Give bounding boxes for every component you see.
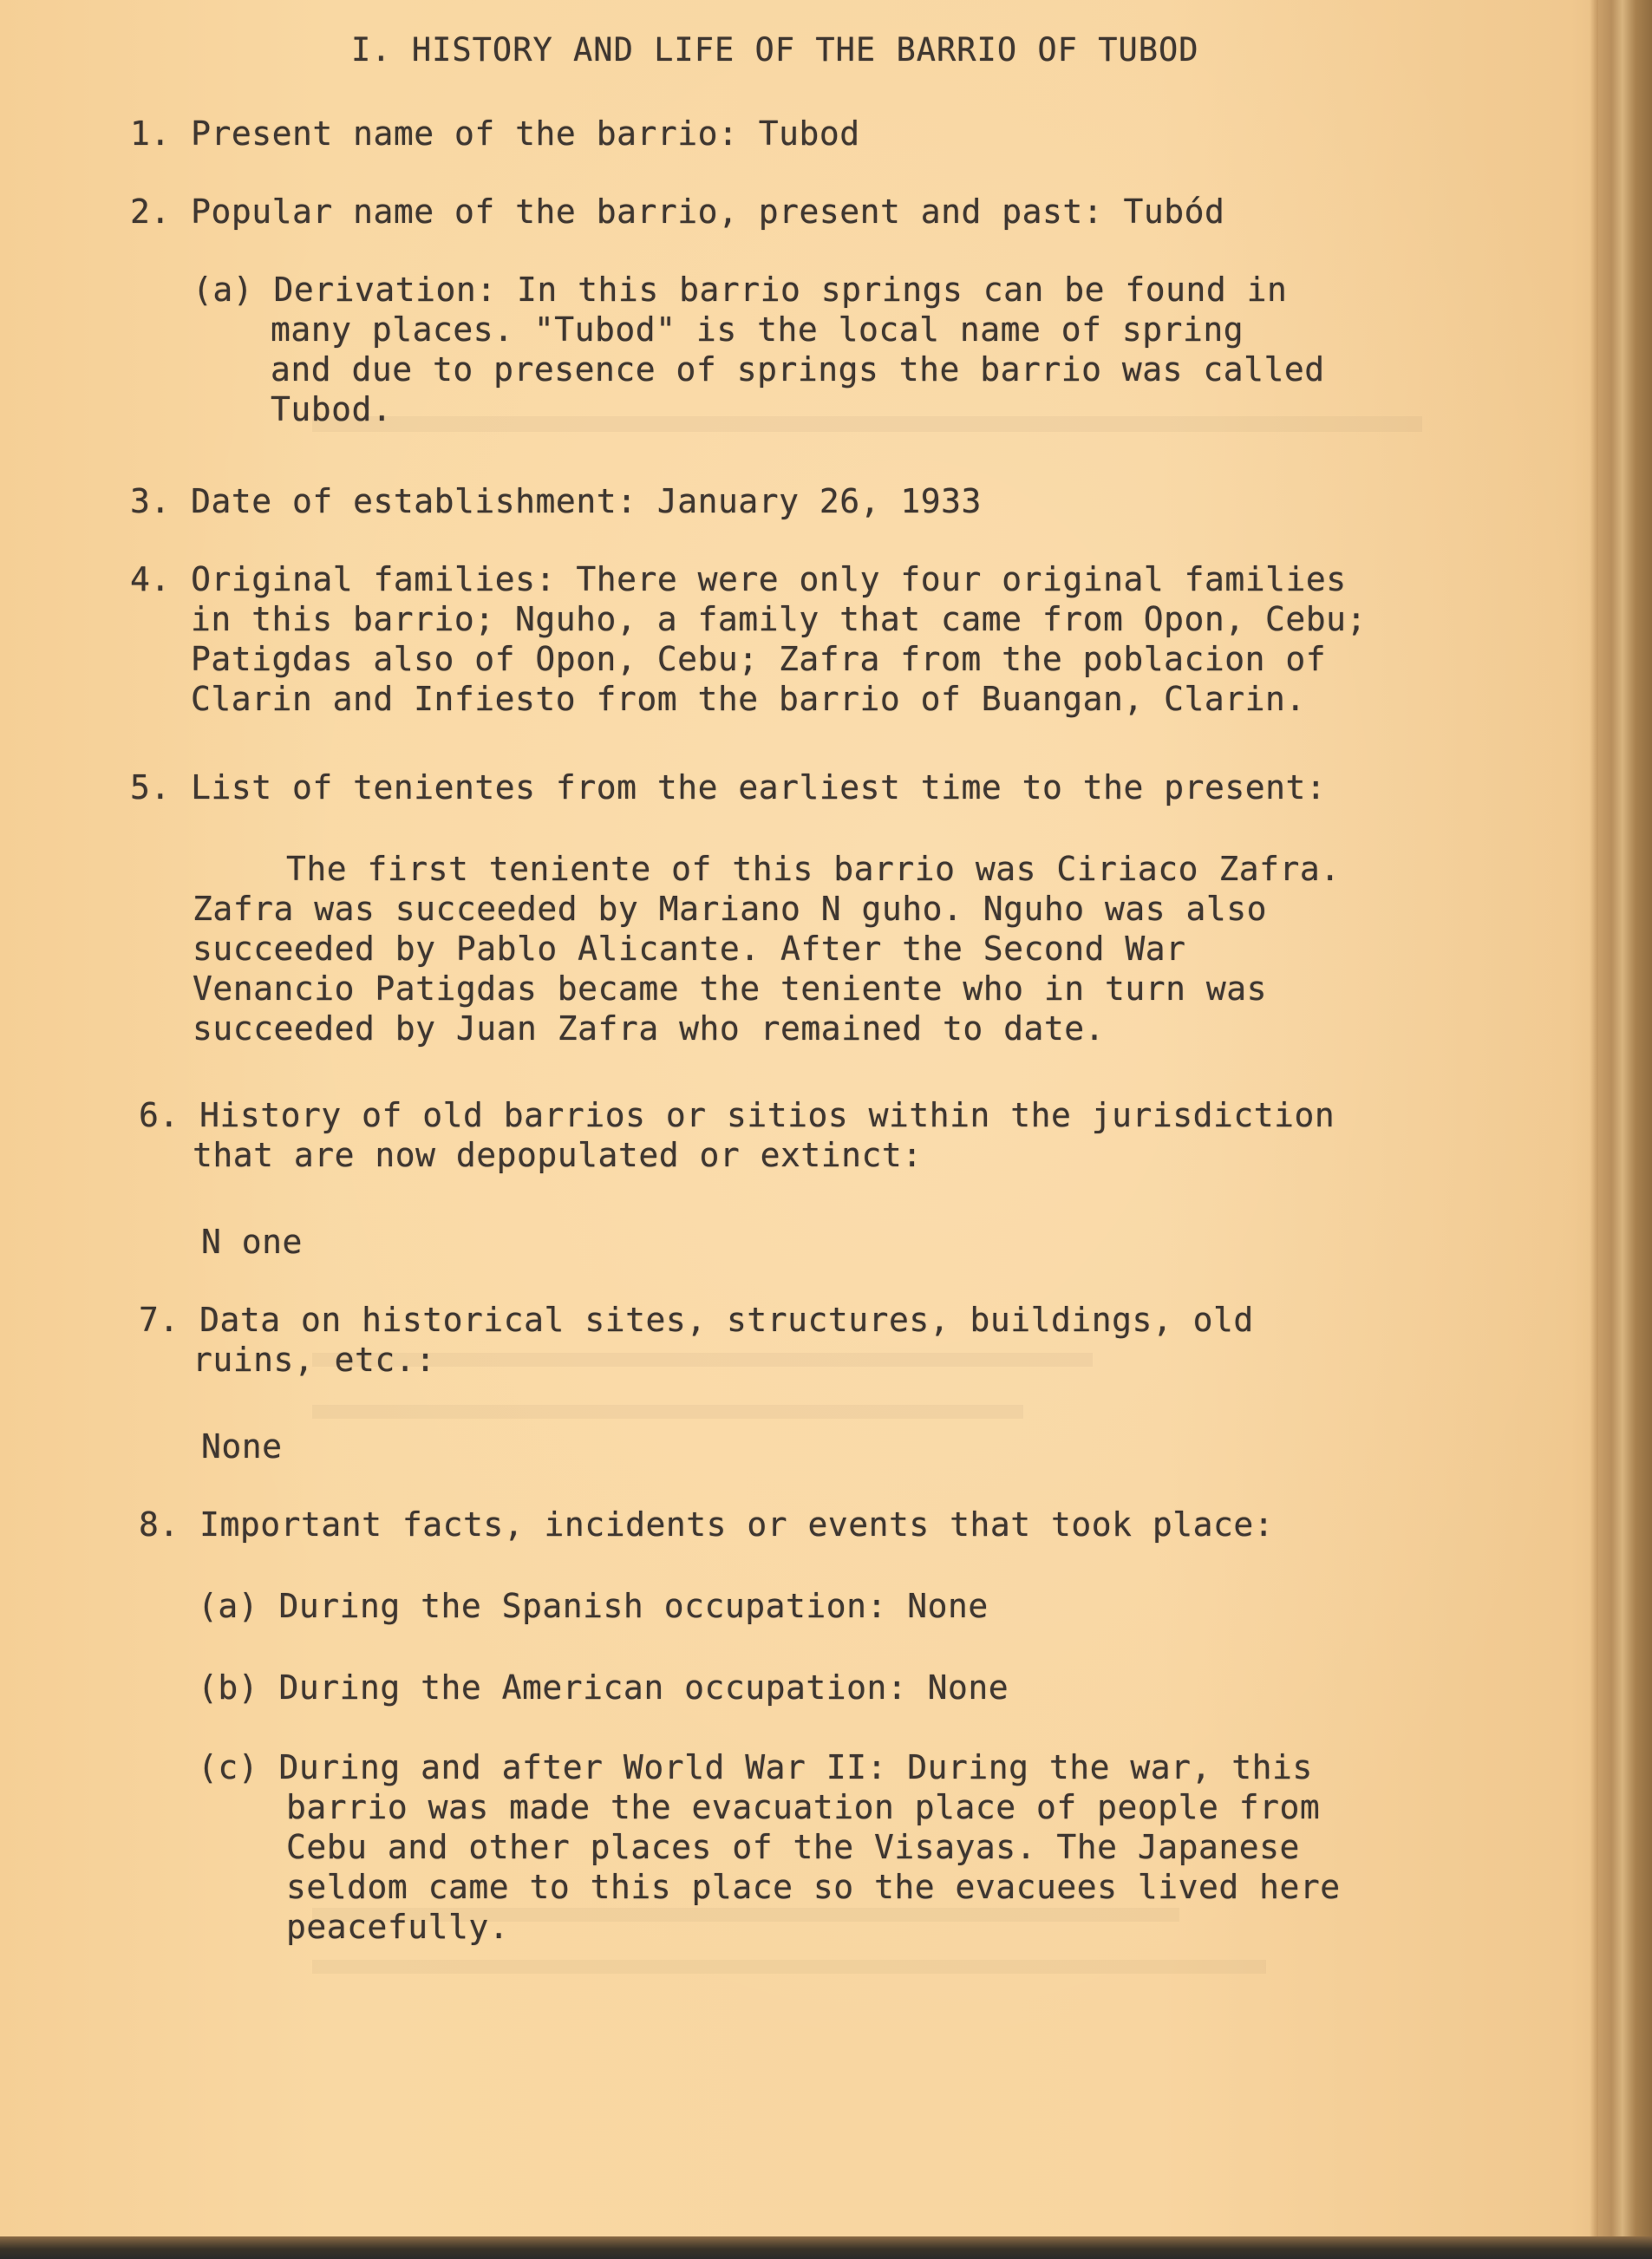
item-2a-derivation-line: and due to presence of springs the barrio was called bbox=[271, 350, 1325, 388]
show-through-shadow bbox=[312, 1960, 1266, 1974]
show-through-shadow bbox=[312, 1405, 1023, 1419]
show-through-shadow bbox=[312, 416, 1422, 432]
item-4-original-families-line: Clarin and Infiesto from the barrio of Buangan, Clarin. bbox=[191, 680, 1306, 718]
item-8c-world-war-line: barrio was made the evacuation place of people from bbox=[286, 1788, 1321, 1826]
item-2a-derivation-line: many places. "Tubod" is the local name of spring bbox=[271, 310, 1244, 349]
item-4-original-families-line: in this barrio; Nguho, a family that came from Opon, Cebu; bbox=[191, 600, 1367, 638]
item-6-old-barrios-line: 6. History of old barrios or sitios within the jurisdiction bbox=[139, 1096, 1335, 1134]
item-8c-world-war-line: (c) During and after World War II: During the war, this bbox=[198, 1748, 1313, 1786]
item-2a-derivation-line: (a) Derivation: In this barrio springs can be found in bbox=[193, 271, 1288, 309]
item-2-popular-name: 2. Popular name of the barrio, present and past: Tubód bbox=[130, 193, 1225, 231]
item-8c-world-war-line: seldom came to this place so the evacuees lived here bbox=[286, 1868, 1341, 1906]
item-7-answer: None bbox=[201, 1427, 283, 1466]
item-8a-spanish-occupation: (a) During the Spanish occupation: None bbox=[198, 1587, 989, 1625]
item-8-important-facts: 8. Important facts, incidents or events that took place: bbox=[139, 1505, 1275, 1544]
item-8c-world-war-line: Cebu and other places of the Visayas. The Japanese bbox=[286, 1828, 1300, 1866]
item-5-list-of-tenientes: 5. List of tenientes from the earliest time to the present: bbox=[130, 768, 1327, 806]
item-1-present-name: 1. Present name of the barrio: Tubod bbox=[130, 114, 860, 153]
item-5-body-line: succeeded by Juan Zafra who remained to date. bbox=[193, 1009, 1106, 1048]
page-title: I. HISTORY AND LIFE OF THE BARRIO OF TUBOD bbox=[351, 31, 1199, 69]
item-6-answer: N one bbox=[201, 1223, 303, 1261]
page-gutter-shadow bbox=[1590, 0, 1598, 2259]
item-5-body-line: Zafra was succeeded by Mariano N guho. Nguho was also bbox=[193, 890, 1268, 928]
book-spine bbox=[1598, 0, 1652, 2259]
item-6-old-barrios-line: that are now depopulated or extinct: bbox=[193, 1136, 923, 1174]
item-4-original-families-line: Patigdas also of Opon, Cebu; Zafra from the poblacion of bbox=[191, 640, 1327, 678]
scanner-bottom-edge bbox=[0, 2236, 1652, 2259]
item-3-date-of-establishment: 3. Date of establishment: January 26, 1933 bbox=[130, 482, 982, 520]
item-5-body-line: The first teniente of this barrio was Ciriaco Zafra. bbox=[286, 850, 1341, 888]
item-7-historical-sites-line: ruins, etc.: bbox=[193, 1341, 436, 1379]
item-8b-american-occupation: (b) During the American occupation: None bbox=[198, 1668, 1009, 1707]
item-8c-world-war-line: peacefully. bbox=[286, 1908, 510, 1946]
item-5-body-line: succeeded by Pablo Alicante. After the Second War bbox=[193, 930, 1186, 968]
item-5-body-line: Venancio Patigdas became the teniente who in turn was bbox=[193, 970, 1268, 1008]
item-4-original-families-line: 4. Original families: There were only four original families bbox=[130, 560, 1347, 598]
item-2a-derivation-line: Tubod. bbox=[271, 390, 393, 428]
item-7-historical-sites-line: 7. Data on historical sites, structures, buildings, old bbox=[139, 1301, 1254, 1339]
